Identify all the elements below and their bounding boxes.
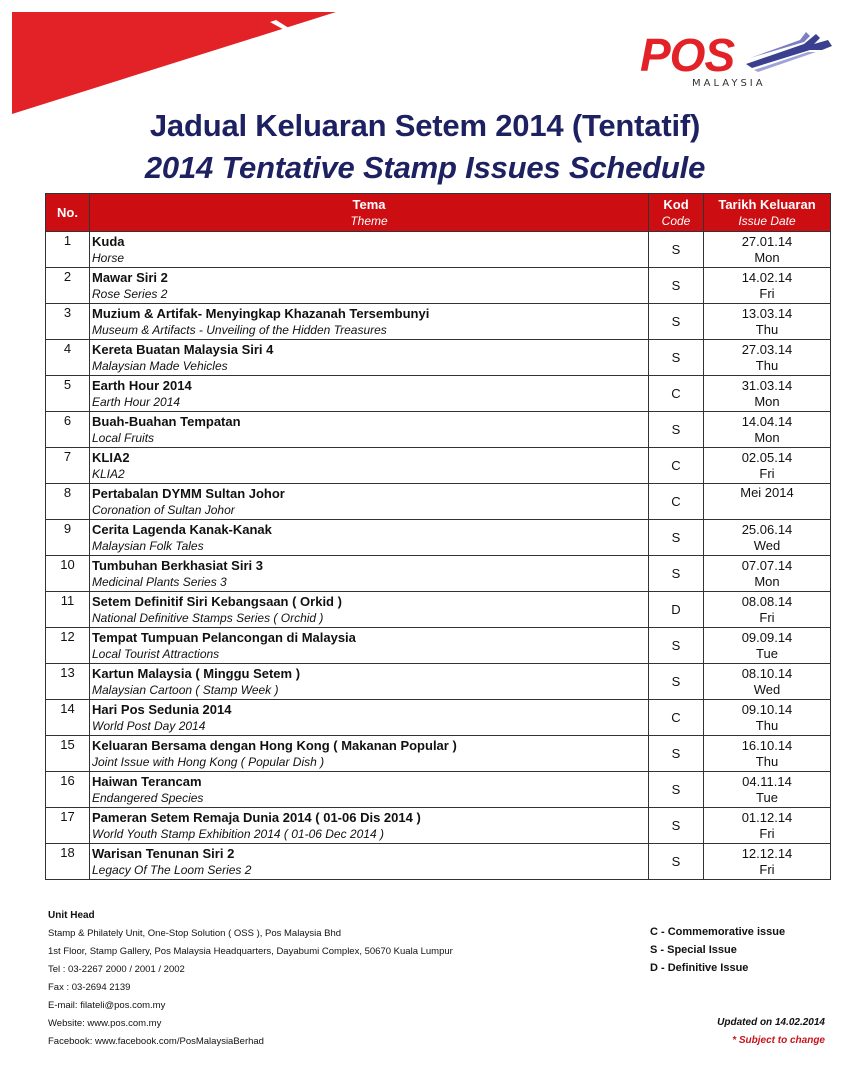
cell-no: 16	[46, 772, 90, 808]
table-row	[46, 556, 831, 592]
issue-day: Fri	[759, 825, 775, 841]
cell-code: S	[649, 304, 704, 340]
cell-date	[704, 268, 831, 304]
contact-website[interactable]: Website: www.pos.com.my	[48, 1018, 162, 1029]
cell-code: S	[649, 628, 704, 664]
theme-malay: Tumbuhan Berkhasiat Siri 3	[92, 557, 263, 573]
contact-unit: Stamp & Philately Unit, One-Stop Solution ( OSS ), Pos Malaysia Bhd	[48, 928, 342, 939]
theme-english: Malaysian Folk Tales	[92, 538, 204, 553]
header-theme-en: Theme	[350, 213, 388, 228]
theme-english: Local Tourist Attractions	[92, 646, 220, 661]
cell-theme	[90, 484, 649, 520]
table-row	[46, 340, 831, 376]
cell-theme	[90, 340, 649, 376]
issue-day: Thu	[755, 753, 779, 769]
legend-special: S - Special Issue	[650, 944, 737, 956]
issue-date: 09.10.14	[741, 701, 793, 717]
cell-no: 9	[46, 520, 90, 556]
contact-address: 1st Floor, Stamp Gallery, Pos Malaysia Headquarters, Dayabumi Complex, 50670 Kuala Lumpur	[48, 946, 453, 957]
theme-malay: Buah-Buahan Tempatan	[92, 413, 241, 429]
issue-day: Mon	[754, 249, 780, 265]
cell-no: 8	[46, 484, 90, 520]
theme-english: World Youth Stamp Exhibition 2014 ( 01-06 Dec 2014 )	[92, 826, 384, 841]
table-row	[46, 232, 831, 268]
cell-theme	[90, 520, 649, 556]
theme-english: Malaysian Cartoon ( Stamp Week )	[92, 682, 279, 697]
theme-malay: Pertabalan DYMM Sultan Johor	[92, 485, 285, 501]
cell-date	[704, 844, 831, 880]
issue-date: 01.12.14	[741, 809, 793, 825]
cell-code: S	[649, 268, 704, 304]
theme-malay: Muzium & Artifak- Menyingkap Khazanah Tersembunyi	[92, 305, 430, 321]
header-code	[649, 194, 704, 232]
header-code-ms: Kod	[663, 196, 689, 212]
issue-day: Mon	[754, 393, 780, 409]
cell-code: C	[649, 448, 704, 484]
header-no: No.	[46, 194, 90, 232]
cell-date	[704, 340, 831, 376]
issue-day: Wed	[753, 681, 781, 697]
issue-date: Mei 2014	[740, 485, 794, 500]
cell-code: S	[649, 736, 704, 772]
cell-no: 3	[46, 304, 90, 340]
theme-english: Horse	[92, 250, 125, 265]
theme-english: Malaysian Made Vehicles	[92, 358, 228, 373]
issue-day: Tue	[756, 789, 778, 805]
legend-definitive: D - Definitive Issue	[650, 962, 749, 974]
contact-facebook[interactable]: Facebook: www.facebook.com/PosMalaysiaBerhad	[48, 1036, 264, 1047]
issue-date: 04.11.14	[742, 773, 792, 789]
issue-day: Fri	[759, 465, 775, 481]
swift-bird-icon	[744, 28, 836, 72]
issue-day: Fri	[759, 285, 775, 301]
cell-no: 18	[46, 844, 90, 880]
table-row	[46, 268, 831, 304]
contact-heading: Unit Head	[48, 910, 95, 921]
cell-date	[704, 484, 831, 520]
corner-banner-graphic	[0, 0, 340, 120]
issue-day: Thu	[755, 321, 779, 337]
table-row	[46, 736, 831, 772]
cell-no: 2	[46, 268, 90, 304]
cell-no: 6	[46, 412, 90, 448]
theme-english: Rose Series 2	[92, 286, 168, 301]
cell-code: C	[649, 700, 704, 736]
theme-english: KLIA2	[92, 466, 125, 481]
issue-date: 31.03.14	[741, 377, 793, 393]
cell-theme	[90, 736, 649, 772]
issue-date: 27.03.14	[741, 341, 793, 357]
theme-malay: KLIA2	[92, 449, 130, 465]
table-row	[46, 844, 831, 880]
cell-theme	[90, 844, 649, 880]
cell-code: S	[649, 520, 704, 556]
cell-code: C	[649, 376, 704, 412]
header-date	[704, 194, 831, 232]
theme-english: Local Fruits	[92, 430, 155, 445]
issue-date: 27.01.14	[741, 233, 793, 249]
cell-date	[704, 664, 831, 700]
cell-no: 15	[46, 736, 90, 772]
table-row	[46, 484, 831, 520]
table-row	[46, 628, 831, 664]
cell-no: 5	[46, 376, 90, 412]
header-code-en: Code	[661, 213, 691, 228]
cell-no: 7	[46, 448, 90, 484]
stamp-schedule-table	[45, 193, 831, 880]
header-theme-ms: Tema	[352, 196, 386, 212]
theme-malay: Setem Definitif Siri Kebangsaan ( Orkid )	[92, 593, 342, 609]
cell-date	[704, 448, 831, 484]
cell-code: S	[649, 232, 704, 268]
cell-date	[704, 376, 831, 412]
cell-theme	[90, 628, 649, 664]
table-row	[46, 304, 831, 340]
cell-no: 10	[46, 556, 90, 592]
table-body	[46, 232, 831, 880]
header-date-ms: Tarikh Keluaran	[718, 196, 816, 212]
logo-subtext: MALAYSIA	[692, 78, 766, 89]
issue-day: Wed	[753, 537, 781, 553]
table-row	[46, 592, 831, 628]
issue-date: 08.08.14	[741, 593, 793, 609]
issue-date: 25.06.14	[741, 521, 793, 537]
legend-commemorative: C - Commemorative issue	[650, 926, 786, 938]
issue-day: Tue	[756, 645, 778, 661]
theme-malay: Kuda	[92, 233, 125, 249]
contact-info	[48, 907, 453, 1051]
theme-malay: Earth Hour 2014	[92, 377, 192, 393]
cell-date	[704, 736, 831, 772]
cell-code: D	[649, 592, 704, 628]
issue-day: Thu	[755, 717, 779, 733]
cell-theme	[90, 556, 649, 592]
theme-english: Joint Issue with Hong Kong ( Popular Dish )	[92, 754, 325, 769]
cell-date	[704, 628, 831, 664]
cell-date	[704, 412, 831, 448]
theme-malay: Kereta Buatan Malaysia Siri 4	[92, 341, 274, 357]
page-title-malay: Jadual Keluaran Setem 2014 (Tentatif)	[149, 108, 701, 143]
cell-code: S	[649, 556, 704, 592]
code-legend	[650, 923, 785, 977]
issue-date: 02.05.14	[741, 449, 793, 465]
updated-note: Updated on 14.02.2014	[717, 1017, 825, 1028]
theme-malay: Haiwan Terancam	[92, 773, 202, 789]
cell-no: 13	[46, 664, 90, 700]
issue-day: Thu	[755, 357, 779, 373]
theme-malay: Kartun Malaysia ( Minggu Setem )	[92, 665, 301, 681]
cell-no: 14	[46, 700, 90, 736]
issue-date: 16.10.14	[741, 737, 793, 753]
header-date-en: Issue Date	[738, 213, 796, 228]
contact-email[interactable]: E-mail: filateli@pos.com.my	[48, 1000, 166, 1011]
cell-theme	[90, 232, 649, 268]
table-header-row	[46, 194, 831, 232]
cell-date	[704, 304, 831, 340]
cell-no: 12	[46, 628, 90, 664]
cell-date	[704, 520, 831, 556]
theme-malay: Keluaran Bersama dengan Hong Kong ( Makanan Popular )	[92, 737, 457, 753]
cell-date	[704, 592, 831, 628]
cell-theme	[90, 664, 649, 700]
cell-theme	[90, 448, 649, 484]
issue-date: 09.09.14	[741, 629, 793, 645]
theme-english: World Post Day 2014	[92, 718, 206, 733]
table-row	[46, 520, 831, 556]
issue-date: 14.02.14	[741, 269, 793, 285]
cell-date	[704, 808, 831, 844]
theme-malay: Hari Pos Sedunia 2014	[92, 701, 232, 717]
cell-theme	[90, 268, 649, 304]
cell-code: S	[649, 808, 704, 844]
theme-english: Earth Hour 2014	[92, 394, 181, 409]
cell-date	[704, 700, 831, 736]
table-row	[46, 700, 831, 736]
cell-no: 17	[46, 808, 90, 844]
table-row	[46, 772, 831, 808]
theme-english: National Definitive Stamps Series ( Orchid )	[92, 610, 324, 625]
table-row	[46, 448, 831, 484]
contact-fax: Fax : 03-2694 2139	[48, 982, 131, 993]
cell-no: 4	[46, 340, 90, 376]
issue-day: Fri	[759, 861, 775, 877]
cell-code: C	[649, 484, 704, 520]
header-theme	[90, 194, 649, 232]
cell-theme	[90, 376, 649, 412]
cell-no: 1	[46, 232, 90, 268]
cell-no: 11	[46, 592, 90, 628]
issue-day: Mon	[754, 573, 780, 589]
cell-code: S	[649, 340, 704, 376]
theme-malay: Warisan Tenunan Siri 2	[92, 845, 235, 861]
cell-code: S	[649, 412, 704, 448]
cell-theme	[90, 592, 649, 628]
issue-date: 08.10.14	[741, 665, 793, 681]
cell-date	[704, 232, 831, 268]
cell-code: S	[649, 772, 704, 808]
theme-english: Museum & Artifacts - Unveiling of the Hidden Treasures	[92, 322, 387, 337]
theme-english: Legacy Of The Loom Series 2	[92, 862, 252, 877]
cell-theme	[90, 808, 649, 844]
cell-code: S	[649, 664, 704, 700]
theme-malay: Cerita Lagenda Kanak-Kanak	[92, 521, 272, 537]
theme-malay: Mawar Siri 2	[92, 269, 168, 285]
cell-code: S	[649, 844, 704, 880]
cell-theme	[90, 772, 649, 808]
issue-day: Mon	[754, 429, 780, 445]
issue-date: 07.07.14	[741, 557, 793, 573]
cell-date	[704, 772, 831, 808]
logo-wordmark: POS	[640, 29, 735, 81]
page-title-english: 2014 Tentative Stamp Issues Schedule	[144, 150, 706, 185]
table-row	[46, 412, 831, 448]
theme-english: Endangered Species	[92, 790, 204, 805]
table-row	[46, 664, 831, 700]
issue-date: 12.12.14	[741, 845, 793, 861]
cell-theme	[90, 412, 649, 448]
table-row	[46, 376, 831, 412]
issue-date: 13.03.14	[741, 305, 793, 321]
theme-english: Coronation of Sultan Johor	[92, 502, 235, 517]
issue-day: Fri	[759, 609, 775, 625]
table-row	[46, 808, 831, 844]
pos-malaysia-logo	[636, 28, 836, 94]
cell-theme	[90, 304, 649, 340]
contact-tel: Tel : 03-2267 2000 / 2001 / 2002	[48, 964, 185, 975]
theme-malay: Pameran Setem Remaja Dunia 2014 ( 01-06 Dis 2014 )	[92, 809, 421, 825]
subject-to-change-note: * Subject to change	[732, 1035, 825, 1046]
cell-date	[704, 556, 831, 592]
cell-theme	[90, 700, 649, 736]
theme-malay: Tempat Tumpuan Pelancongan di Malaysia	[92, 629, 356, 645]
theme-english: Medicinal Plants Series 3	[92, 574, 227, 589]
issue-date: 14.04.14	[741, 413, 793, 429]
